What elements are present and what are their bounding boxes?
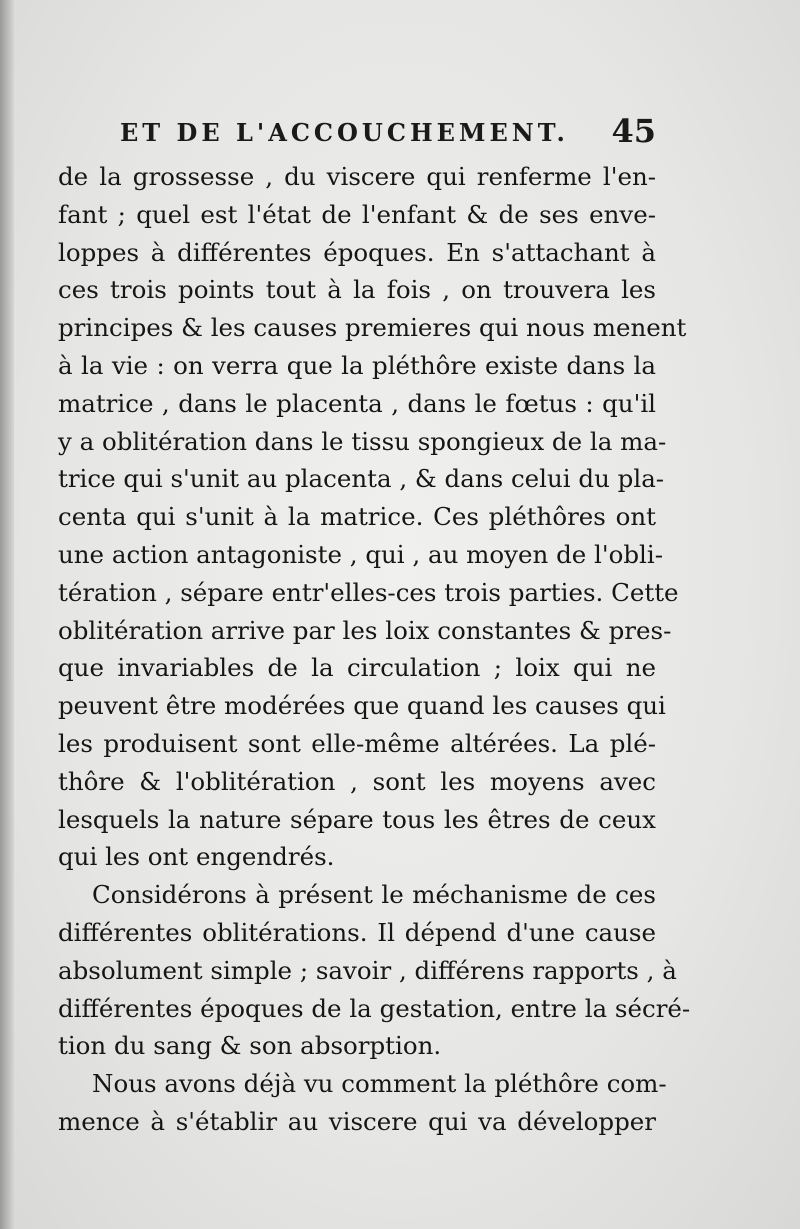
text-line: thôre & l'oblitération , sont les moyens avec xyxy=(58,766,656,796)
text-line: peuvent être modérées que quand les causes qui xyxy=(58,691,666,721)
text-line: loppes à différentes époques. En s'attachant à xyxy=(58,237,656,267)
text-line: tion du sang & son absorption. xyxy=(58,1031,442,1061)
paragraph-start-line: Nous avons déjà vu comment la pléthôre com- xyxy=(92,1069,667,1099)
text-line: ces trois points tout à la fois , on trouvera les xyxy=(58,275,656,305)
text-line: trice qui s'unit au placenta , & dans celui du pla- xyxy=(58,464,665,494)
text-line: les produisent sont elle-même altérées. La plé- xyxy=(58,728,656,758)
running-head xyxy=(120,112,656,152)
text-line: qui les ont engendrés. xyxy=(58,842,335,872)
text-line: tération , sépare entr'elles-ces trois parties. Cette xyxy=(58,577,679,607)
text-line: centa qui s'unit à la matrice. Ces pléthôres ont xyxy=(58,502,656,532)
text-line: de la grossesse , du viscere qui renferme l'en- xyxy=(58,162,656,191)
page-gutter-shadow xyxy=(0,0,14,1229)
text-line: principes & les causes premieres qui nous menent xyxy=(58,313,687,343)
text-line: oblitération arrive par les loix constantes & pres- xyxy=(58,615,672,645)
page-number: 45 xyxy=(611,112,656,150)
paragraph-start-line: Considérons à présent le méchanisme de ces xyxy=(92,880,656,910)
running-title: ET DE L'ACCOUCHEMENT. xyxy=(120,118,569,147)
text-line: que invariables de la circulation ; loix qui ne xyxy=(58,653,656,683)
text-line: différentes oblitérations. Il dépend d'une cause xyxy=(58,917,656,947)
text-line: absolument simple ; savoir , différens rapports , à xyxy=(58,955,677,985)
body-text xyxy=(58,158,691,1141)
text-line: différentes époques de la gestation, entre la sécré- xyxy=(58,993,691,1023)
text-line: une action antagoniste , qui , au moyen de l'obli- xyxy=(58,539,663,569)
text-line: fant ; quel est l'état de l'enfant & de ses enve- xyxy=(58,199,656,229)
text-line: lesquels la nature sépare tous les êtres de ceux xyxy=(58,804,656,834)
text-line: matrice , dans le placenta , dans le fœtus : qu'il xyxy=(58,388,656,418)
text-line: à la vie : on verra que la pléthôre existe dans la xyxy=(58,350,656,380)
text-line: mence à s'établir au viscere qui va développer xyxy=(58,1106,656,1136)
text-line: y a oblitération dans le tissu spongieux de la ma- xyxy=(58,426,667,456)
